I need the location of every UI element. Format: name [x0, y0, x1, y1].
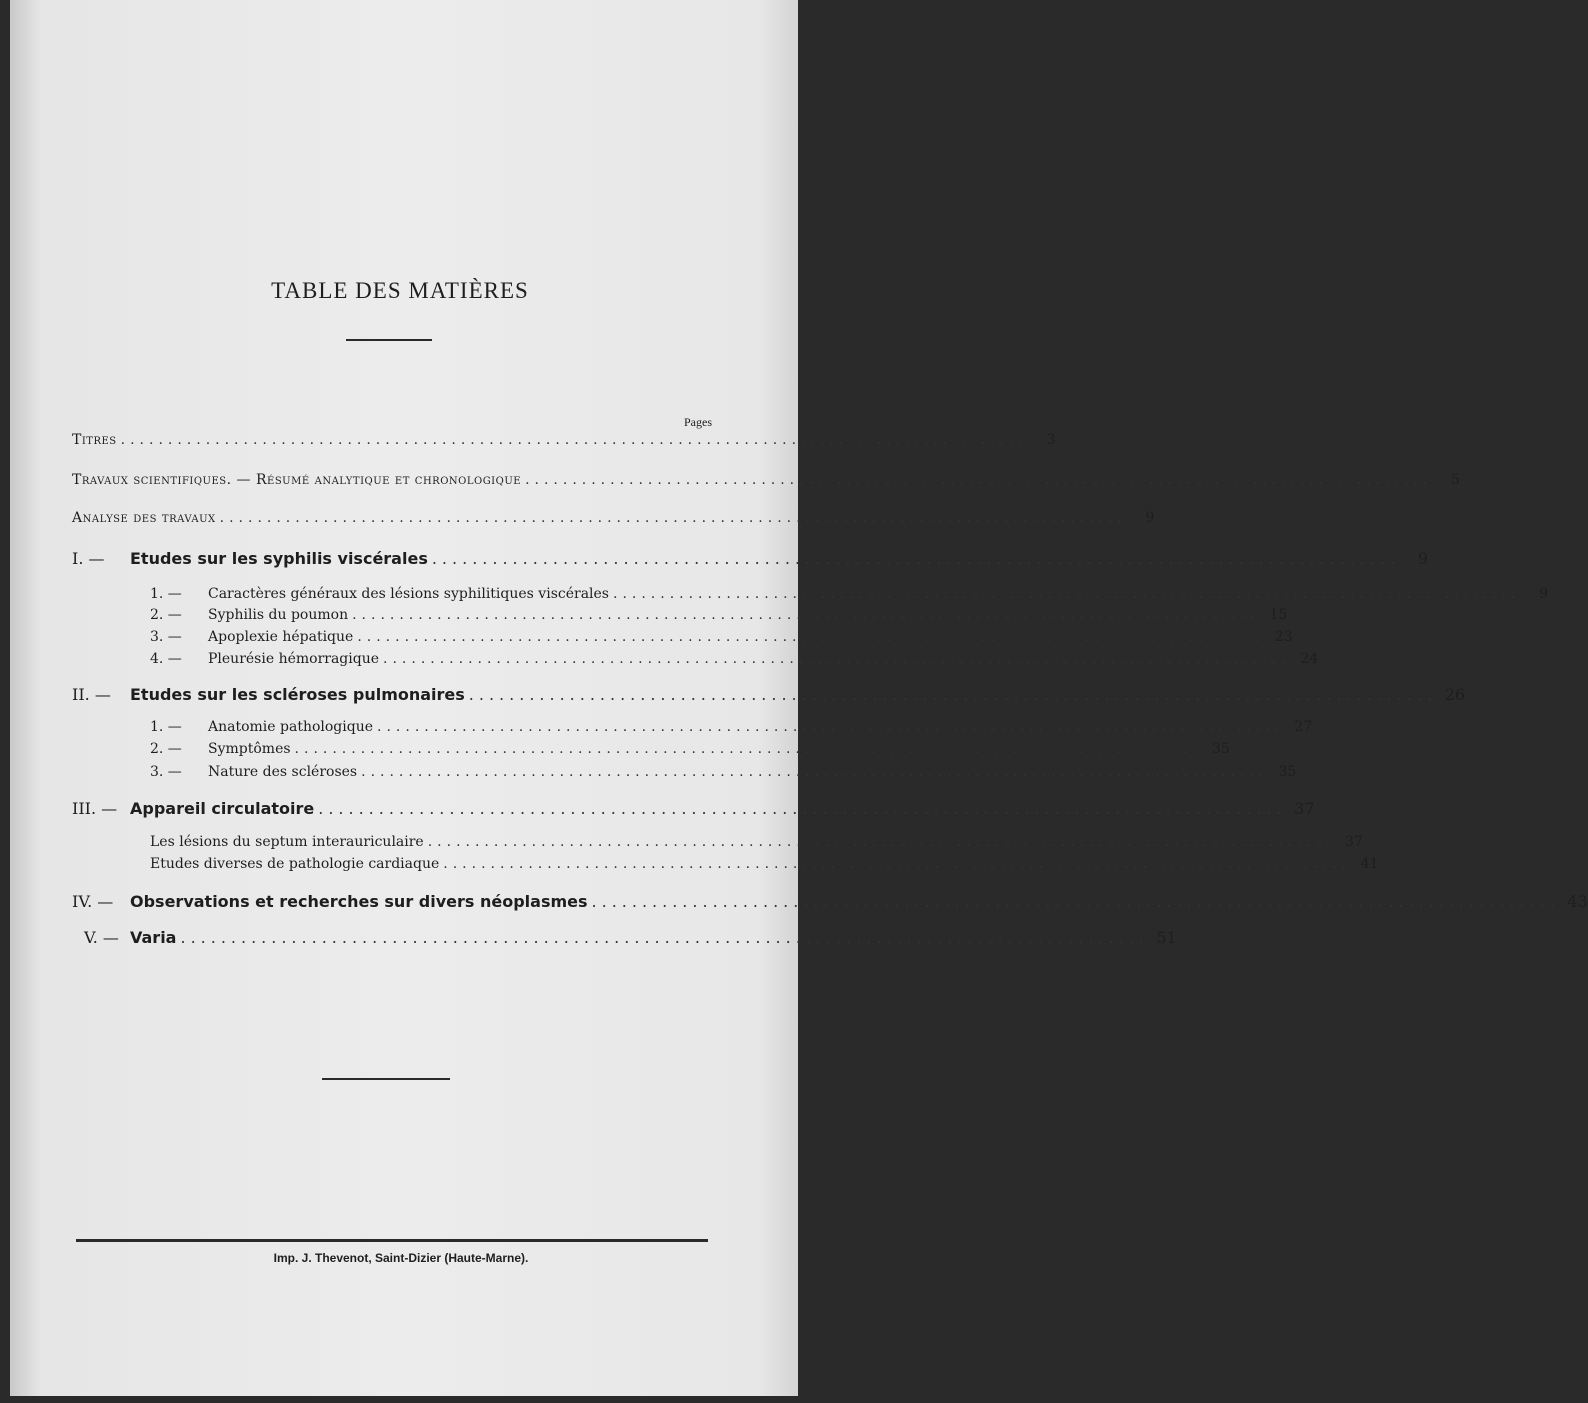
toc-item[interactable]	[150, 586, 1549, 602]
section-page: 26	[1444, 685, 1466, 704]
toc-item[interactable]	[150, 764, 1297, 780]
toc-item[interactable]	[150, 856, 1379, 872]
section-label: Etudes sur les scléroses pulmonaires	[130, 685, 465, 704]
toc-entry-titres[interactable]	[72, 432, 1056, 448]
dot-leader: ................................................................................................	[525, 472, 1433, 488]
item-number: 3. —	[150, 764, 182, 780]
item-number: 3. —	[150, 629, 182, 645]
item-page: 9	[1539, 586, 1549, 602]
dot-leader: ................................................................................................	[431, 549, 1401, 568]
entry-page: 3	[1046, 432, 1056, 448]
dot-leader: ................................................................................................	[613, 586, 1521, 602]
document-page	[10, 0, 1588, 1396]
toc-section-3[interactable]	[72, 799, 1315, 818]
toc-section-1[interactable]	[72, 549, 1429, 568]
entry-label: Travaux scientifiques. — Résumé analytique et chronologique	[72, 472, 522, 488]
section-label: Etudes sur les syphilis viscérales	[130, 549, 428, 568]
dot-leader: ................................................................................................	[357, 629, 1265, 645]
section-number: III. —	[72, 799, 118, 818]
item-label: Apoplexie hépatique	[208, 629, 354, 645]
pages-column-label: Pages	[684, 415, 712, 429]
item-number: 1. —	[150, 719, 182, 735]
section-page: 43	[1567, 892, 1588, 911]
toc-section-4[interactable]	[72, 892, 1588, 911]
item-page: 37	[1345, 834, 1363, 850]
item-page: 27	[1294, 719, 1313, 735]
item-label: Syphilis du poumon	[208, 607, 349, 623]
page-title: TABLE DES MATIÈRES	[271, 278, 529, 303]
item-page: 23	[1274, 629, 1293, 645]
section-number: V. —	[84, 928, 119, 947]
section-page: 51	[1156, 928, 1177, 947]
dot-leader: ................................................................................................	[468, 685, 1438, 704]
entry-label: Titres	[72, 432, 117, 448]
item-label: Anatomie pathologique	[208, 719, 374, 735]
section-page: 37	[1294, 799, 1315, 818]
dot-leader: ................................................................................................	[219, 510, 1127, 526]
toc-item[interactable]	[150, 719, 1313, 735]
toc-item[interactable]	[150, 741, 1230, 757]
footer-rule	[76, 1239, 708, 1242]
dot-leader: ................................................................................................	[377, 719, 1285, 735]
item-number: 1. —	[150, 586, 182, 602]
dot-leader: ................................................................................................	[591, 892, 1560, 911]
item-label: Les lésions du septum interauriculaire	[150, 834, 424, 850]
entry-page: 9	[1145, 510, 1155, 526]
end-rule	[322, 1078, 450, 1080]
dot-leader: ................................................................................................	[318, 799, 1287, 818]
dot-leader: ................................................................................................	[180, 928, 1149, 947]
item-page: 35	[1211, 741, 1230, 757]
toc-item[interactable]	[150, 607, 1288, 623]
toc-item[interactable]	[150, 834, 1363, 850]
title-rule	[346, 339, 432, 341]
item-number: 2. —	[150, 607, 182, 623]
toc-entry-analyse[interactable]	[72, 510, 1155, 526]
item-page: 41	[1360, 856, 1379, 872]
toc-item[interactable]	[150, 629, 1293, 645]
section-page: 9	[1417, 549, 1429, 568]
section-number: II. —	[72, 685, 111, 704]
item-label: Nature des scléroses	[208, 764, 358, 780]
item-label: Etudes diverses de pathologie cardiaque	[150, 856, 440, 872]
toc-section-2[interactable]	[72, 685, 1466, 704]
dot-leader: ................................................................................................	[120, 432, 1028, 448]
section-label: Varia	[130, 928, 177, 947]
item-number: 2. —	[150, 741, 182, 757]
toc-entry-travaux[interactable]	[72, 472, 1461, 488]
dot-leader: ................................................................................................	[352, 607, 1260, 623]
toc-item[interactable]	[150, 651, 1319, 667]
item-page: 35	[1278, 764, 1297, 780]
section-number: I. —	[72, 549, 105, 568]
item-page: 24	[1300, 651, 1319, 667]
item-page: 15	[1269, 607, 1288, 623]
item-label: Symptômes	[208, 741, 291, 757]
section-number: IV. —	[72, 892, 114, 911]
entry-page: 5	[1450, 472, 1461, 488]
dot-leader: ................................................................................................	[443, 856, 1351, 872]
section-label: Observations et recherches sur divers néoplasmes	[130, 892, 588, 911]
entry-label: Analyse des travaux	[72, 510, 216, 526]
item-label: Caractères généraux des lésions syphilitiques viscérales	[208, 586, 609, 602]
item-number: 4. —	[150, 651, 182, 667]
section-label: Appareil circulatoire	[130, 799, 315, 818]
toc-section-5[interactable]	[84, 928, 1177, 947]
dot-leader: ................................................................................................	[361, 764, 1269, 780]
dot-leader: ................................................................................................	[383, 651, 1291, 667]
dot-leader: ................................................................................................	[427, 834, 1335, 850]
printer-imprint: Imp. J. Thevenot, Saint-Dizier (Haute-Marne).	[273, 1251, 529, 1265]
item-label: Pleurésie hémorragique	[208, 651, 380, 667]
dot-leader: ................................................................................................	[294, 741, 1202, 757]
